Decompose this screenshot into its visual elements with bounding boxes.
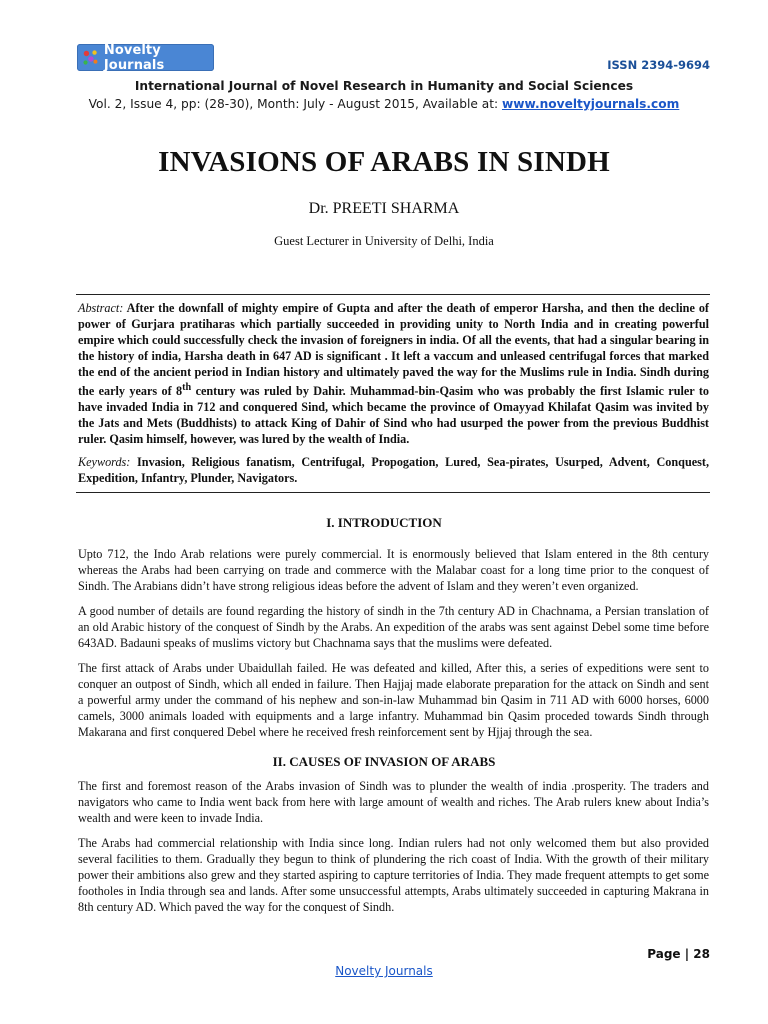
- abstract-paragraph: [78, 300, 709, 447]
- abstract-top-rule: [76, 294, 710, 295]
- paragraph: Upto 712, the Indo Arab relations were purely commercial. It is enormously believed that Islam entered in the 8th century whereas the Arabs had been carrying on trade and commerce with the Malabar coast for a long time prior to the conquest of Sindh. The Arabians didn’t have strong religious ideas before the advent of Islam and they weren’t even organized.: [78, 547, 709, 593]
- keywords-paragraph: [78, 454, 709, 486]
- paragraph: The first attack of Arabs under Ubaidullah failed. He was defeated and killed, After this, a series of expeditions were sent to conquer an outpost of Sindh, which all ended in failure. Then Hajjaj made elaborate preparation for the attack on Sindh and sent a powerful army under the command of his nephew and son-in-law Muhammad bin Qasim in 711 AD with 6000 horses, 6000 camels, 3000 animals loaded with equipments and a large infantry. Muhammad bin Qasim proceded towards Sindh through Makarana and first conquered Debel where he received fresh reinforcement sent by Hjjaj through the sea.: [78, 661, 709, 739]
- section-heading-introduction: I. INTRODUCTION: [326, 515, 442, 530]
- journal-volume-info: Vol. 2, Issue 4, pp: (28-30), Month: July - August 2015, Available at:: [88, 97, 502, 111]
- keywords-text: Invasion, Religious fanatism, Centrifugal, Propogation, Lured, Sea-pirates, Usurped, Advent, Conquest, Expedition, Infantry, Plunder, Navigators.: [78, 455, 709, 486]
- abstract-label: Abstract:: [78, 301, 124, 315]
- journal-website-link[interactable]: www.noveltyjournals.com: [501, 97, 680, 111]
- journal-info: [0, 97, 768, 111]
- footer-publisher-link[interactable]: Novelty Journals: [335, 964, 433, 978]
- abstract-sup: th: [182, 382, 192, 393]
- issn-number: ISSN 2394-9694: [607, 58, 710, 72]
- author-name: Dr. PREETI SHARMA: [308, 200, 460, 217]
- abstract-text-1: After the downfall of mighty empire of Gupta and after the death of emperor Harsha, and then the decline of power of Gurjara pratiharas which partially succeeded in providing unity to North India and in creating powerful empire which could successfully check the invasion of foreigners in india. Of all the events, that had a singular bearing in the history of india, Harsha death in 647 AD is significant . It left a vaccum and unleased centrifugal forces that marked the end of the ancient period in Indian history and ultimately paved the way for the Muslims rule in India. Sindh during the early years of 8: [78, 301, 709, 399]
- causes-body: [78, 778, 709, 924]
- paragraph: The Arabs had commercial relationship with India since long. Indian rulers had not only welcomed them but also provided several facilities to them. Gradually they begun to think of plundering the rich coast of India. With the growth of their military power their ambitions also grew and they started aspiring to capture territories of India. They made frequent attempts to get some footholes in India through sea and lands. After some unsuccessful attempts, Arabs ultimately succeeded in capturing Makrana in 8th century AD. Which paved the way for the conquest of Sindh.: [78, 836, 709, 914]
- paragraph: A good number of details are found regarding the history of sindh in the 7th century AD in Chachnama, a Persian translation of an old Arabic history of the conquest of Sindh by the Arabs. An expedition of the arabs was sent against Debel some time before 643AD. Badauni speaks of muslims victory but Chachnama says that the muslims were defeated.: [78, 604, 709, 650]
- author-affiliation: Guest Lecturer in University of Delhi, India: [274, 234, 494, 248]
- paragraph: The first and foremost reason of the Arabs invasion of Sindh was to plunder the wealth of india .prosperity. The traders and navigators who came to India went back from here with large amount of wealth and riches. The Arab rulers knew about India’s wealth and were keen to invade India.: [78, 779, 709, 825]
- paper-title: INVASIONS OF ARABS IN SINDH: [158, 146, 610, 178]
- logo-text: Novelty Journals: [103, 42, 165, 73]
- journal-title: International Journal of Novel Research in Humanity and Social Sciences: [134, 79, 634, 93]
- page-number: Page | 28: [647, 947, 710, 961]
- keywords-label: Keywords:: [78, 455, 131, 470]
- abstract-bottom-rule: [76, 492, 710, 493]
- abstract-text-2: century was ruled by Dahir. Muhammad-bin-Qasim who was probably the first Islamic ruler to have invaded India in 712 and conquered Sind, which became the province of Omayyad Khilafat Qasim was invited by the Jats and Mets (Buddhists) to attack King of Dahir of Sind who had usurped the power from the previous Buddhist ruler. Qasim himself, however, was lured by the wealth of India.: [78, 384, 709, 447]
- atom-dots-icon: [81, 47, 101, 69]
- abstract-block: [78, 300, 709, 493]
- section-heading-causes: II. CAUSES OF INVASION OF ARABS: [272, 754, 496, 769]
- introduction-body: [78, 546, 709, 749]
- publisher-logo: [77, 44, 214, 71]
